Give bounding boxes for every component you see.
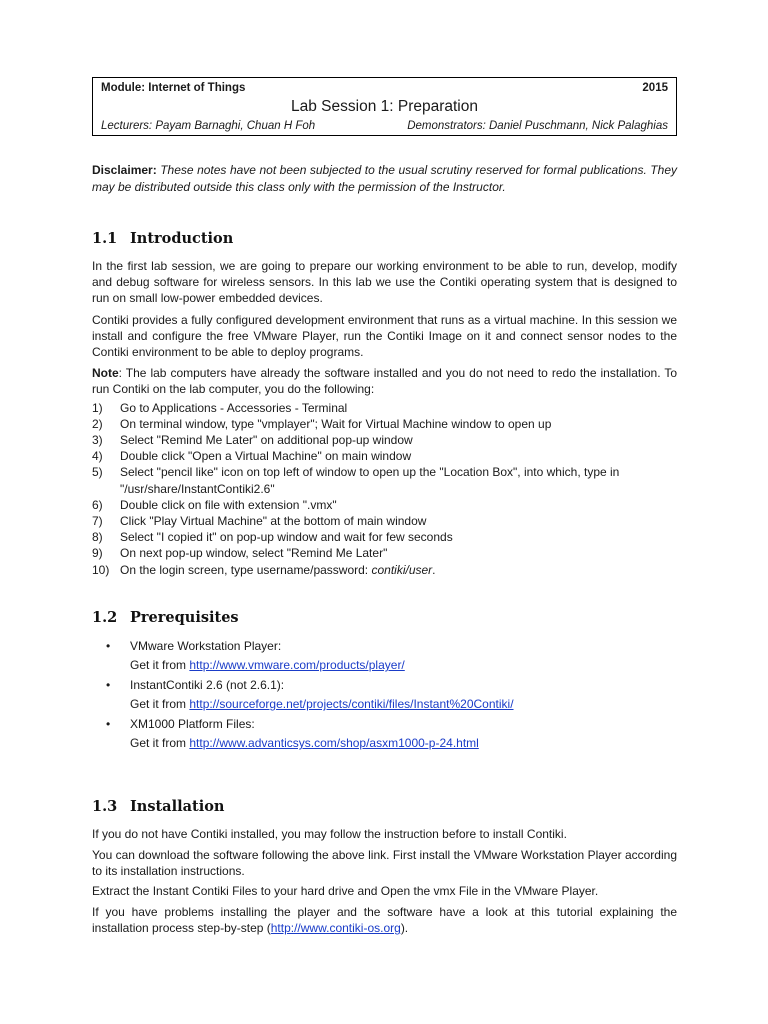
step-text: On next pop-up window, select "Remind Me Later" (120, 546, 388, 561)
demonstrators: Demonstrators: Daniel Puschmann, Nick Palaghias (407, 120, 668, 132)
paragraph-text-end: ). (400, 921, 409, 936)
list-item (92, 497, 677, 513)
bullet-icon: • (106, 677, 111, 692)
vmware-link[interactable]: http://www.vmware.com/products/player/ (189, 658, 405, 673)
section-number: 1.1 (92, 230, 118, 247)
step-number: 10) (92, 562, 110, 577)
note-paragraph (92, 365, 677, 397)
step-text: On terminal window, type "vmplayer"; Wait for Virtual Machine window to open up (120, 416, 552, 431)
section-title: Prerequisites (130, 608, 239, 626)
step-text-end: . (432, 562, 436, 577)
step-text: Double click on file with extension ".vmx" (120, 497, 337, 512)
section-introduction (92, 229, 677, 578)
prerequisites-list (92, 637, 677, 754)
note-label: Note (92, 366, 119, 381)
prereq-name: InstantContiki 2.6 (not 2.6.1): (130, 677, 285, 692)
section-heading (92, 608, 677, 628)
prereq-name: XM1000 Platform Files: (130, 716, 255, 731)
step-number: 2) (92, 416, 103, 431)
note-text: : The lab computers have already the software installed and you do not need to redo the installation. To run Contiki on the lab computer, you do the following: (92, 366, 677, 397)
bullet-icon: • (106, 716, 111, 731)
section-title: Introduction (130, 230, 234, 247)
prereq-name: VMware Workstation Player: (130, 638, 282, 653)
step-number: 8) (92, 530, 103, 545)
prereq-source (130, 656, 677, 676)
step-number: 4) (92, 449, 103, 464)
list-item (92, 715, 677, 754)
section-heading (92, 229, 677, 249)
contiki-os-link[interactable]: http://www.contiki-os.org (270, 921, 401, 936)
list-item (92, 513, 677, 529)
page-title: Lab Session 1: Preparation (291, 98, 478, 115)
list-item (92, 545, 677, 561)
lecturers: Lecturers: Payam Barnaghi, Chuan H Foh (101, 120, 316, 132)
paragraph-text: If you have problems installing the player and the software have a look at this tutorial explaining the installation process step-by-step ( (92, 905, 677, 936)
paragraph: Contiki provides a fully configured development environment that runs as a virtual machine. In this session we install and configure the free VMware Player, run the Contiki Image on it and connect sensor nodes to the Contiki environment to be able to deploy programs. (92, 312, 677, 360)
bullet-icon: • (106, 638, 111, 653)
get-it-from-label: Get it from (130, 736, 187, 751)
list-item (92, 637, 677, 676)
list-item (92, 432, 677, 448)
list-item (92, 416, 677, 432)
paragraph: You can download the software following the above link. First install the VMware Workstation Player according to its installation instructions. (92, 847, 677, 878)
document-page (92, 77, 677, 937)
steps-list (92, 400, 677, 578)
module-name: Module: Internet of Things (101, 82, 246, 94)
prereq-source (130, 734, 677, 754)
step-text: Go to Applications - Accessories - Terminal (120, 400, 348, 415)
paragraph: In the first lab session, we are going to prepare our working environment to be able to run, develop, modify and debug software for wireless sensors. In this lab we use the Contiki operating system that is designed to run on small low-power embedded devices. (92, 259, 677, 306)
step-number: 3) (92, 433, 103, 448)
disclaimer-label: Disclaimer: (92, 163, 157, 177)
step-text: Double click "Open a Virtual Machine" on main window (120, 449, 412, 464)
step-text (120, 562, 677, 578)
prereq-source (130, 695, 677, 715)
section-prerequisites (92, 608, 677, 754)
step-number: 5) (92, 465, 103, 480)
list-item (92, 529, 677, 545)
list-item (92, 448, 677, 464)
disclaimer-text: These notes have not been subjected to the usual scrutiny reserved for formal publications. They may be distributed outside this class only with the permission of the Instructor. (92, 163, 677, 194)
step-number: 1) (92, 400, 103, 415)
paragraph: If you do not have Contiki installed, you may follow the instruction before to install Contiki. (92, 826, 567, 841)
list-item (92, 464, 677, 496)
step-number: 7) (92, 514, 103, 529)
credentials: contiki/user (371, 562, 433, 577)
module-year: 2015 (642, 82, 668, 94)
step-text-main: On the login screen, type username/password: (120, 562, 372, 577)
section-title: Installation (130, 797, 225, 815)
instant-contiki-link[interactable]: http://sourceforge.net/projects/contiki/files/Instant%20Contiki/ (189, 697, 514, 712)
paragraph (92, 904, 677, 936)
list-item (92, 562, 677, 578)
step-text: Select "Remind Me Later" on additional pop-up window (120, 433, 413, 448)
step-text: Click "Play Virtual Machine" at the bottom of main window (120, 514, 427, 529)
list-item (92, 676, 677, 715)
get-it-from-label: Get it from (130, 697, 187, 712)
section-number: 1.2 (92, 608, 118, 626)
xm1000-link[interactable]: http://www.advanticsys.com/shop/asxm1000-p-24.html (189, 736, 479, 751)
step-number: 9) (92, 546, 103, 561)
step-text: Select "I copied it" on pop-up window and wait for few seconds (120, 530, 453, 545)
get-it-from-label: Get it from (130, 658, 187, 673)
section-number: 1.3 (92, 797, 118, 815)
disclaimer (92, 162, 677, 195)
step-text: Select "pencil like" icon on top left of window to open up the "Location Box", into which, type in "/usr/share/InstantContiki2.6" (120, 465, 620, 496)
step-number: 6) (92, 497, 103, 512)
section-installation (92, 797, 677, 937)
paragraph: Extract the Instant Contiki Files to your hard drive and Open the vmx File in the VMware Player. (92, 884, 599, 899)
module-header-box (92, 77, 677, 136)
list-item (92, 400, 677, 416)
section-heading (92, 797, 677, 817)
